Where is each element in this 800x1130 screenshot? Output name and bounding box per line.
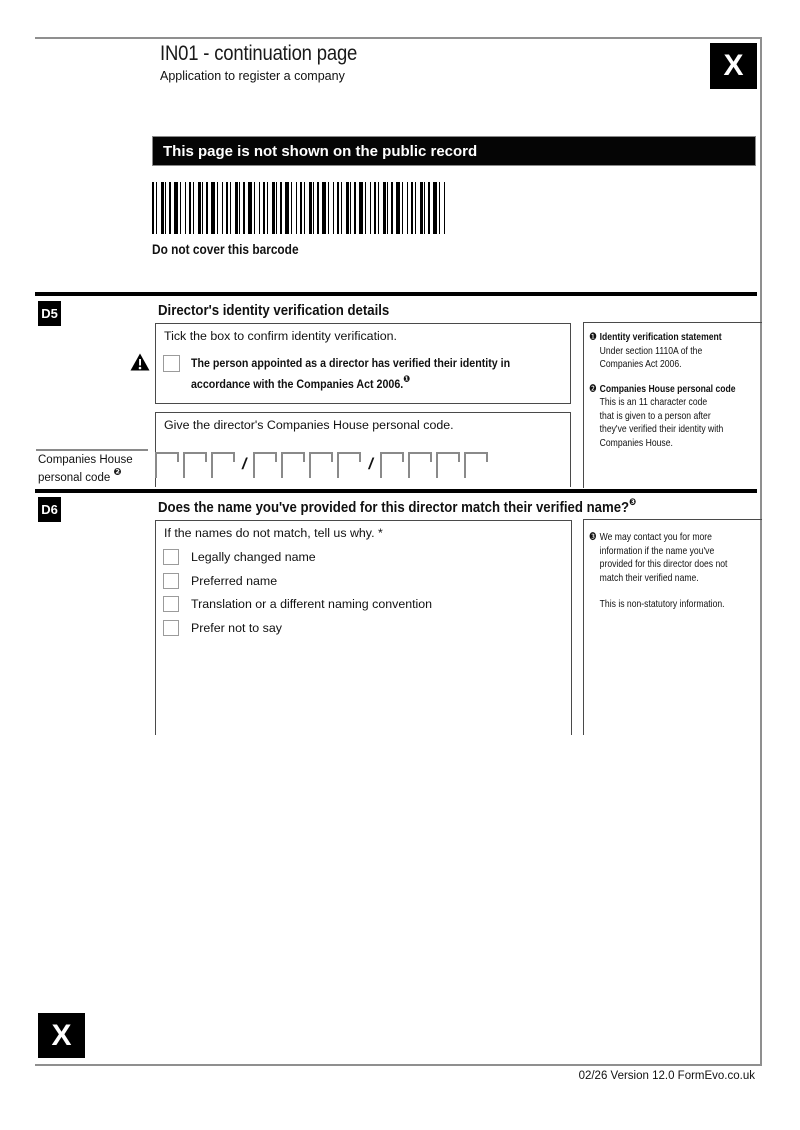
note-3-marker-icon: ❸ [589, 531, 597, 543]
note-line: they've verified their identity with [599, 423, 724, 435]
note-line: Companies House. [599, 436, 673, 449]
option-prefer-not-to-say [163, 620, 282, 636]
bottom-x-mark: X [38, 1013, 85, 1058]
d6-heading [158, 498, 636, 516]
option-preferred-name [163, 573, 277, 589]
section-rule-d6 [35, 489, 757, 493]
option-label: Legally changed name [191, 550, 316, 564]
form-title: IN01 - continuation page [160, 42, 358, 65]
section-tab-d6: D6 [38, 497, 61, 522]
option-label: Preferred name [191, 574, 278, 588]
identity-confirm-checkbox[interactable] [163, 355, 180, 372]
d6-instruction: If the names do not match, tell us why. * [164, 526, 383, 540]
d5-tick-instruction: Tick the box to confirm identity verification. [164, 329, 397, 343]
note-ref-3-icon: ❸ [629, 497, 637, 508]
code-cell[interactable] [464, 452, 488, 478]
d5-statement-line1: The person appointed as a director has verified their identity in [191, 356, 511, 370]
code-cell[interactable] [211, 452, 235, 478]
note-title: Identity verification statement [599, 331, 722, 343]
code-cell[interactable] [253, 452, 277, 478]
option-label: Translation or a different naming convention [191, 597, 433, 611]
option-checkbox[interactable] [163, 573, 179, 589]
code-label-line2: personal code [38, 471, 111, 484]
d6-notes [583, 519, 762, 735]
note-line: information if the name you've [599, 544, 715, 557]
note-1-marker-icon: ❶ [589, 331, 597, 343]
form-subtitle: Application to register a company [160, 69, 345, 83]
footer-version-text: 02/26 Version 12.0 FormEvo.co.uk [578, 1070, 755, 1082]
section-rule-d5 [35, 292, 757, 296]
note-2-marker-icon: ❷ [589, 382, 597, 395]
note-identity-verification [589, 331, 757, 372]
personal-code-input [155, 452, 492, 478]
note-title: Companies House personal code [599, 382, 736, 395]
corner-x-mark: X [710, 43, 757, 89]
note-line: We may contact you for more [599, 531, 712, 543]
note-ref-1-icon: ❶ [403, 374, 411, 385]
d5-notes [583, 322, 762, 488]
code-cell[interactable] [408, 452, 432, 478]
code-separator: / [242, 456, 247, 473]
option-translation [163, 596, 432, 612]
d5-statement-line2: accordance with the Companies Act 2006. [191, 377, 404, 392]
option-checkbox[interactable] [163, 620, 179, 636]
note-name-match [589, 531, 757, 612]
code-cell[interactable] [309, 452, 333, 478]
code-cell[interactable] [337, 452, 361, 478]
note-footnote: This is non-statutory information. [599, 598, 725, 610]
note-line: provided for this director does not [599, 558, 728, 570]
code-label-line1: Companies House [38, 454, 133, 466]
section-tab-d5: D5 [38, 301, 61, 326]
note-line: Companies Act 2006. [599, 358, 682, 370]
d5-heading: Director's identity verification details [158, 302, 390, 319]
barcode [152, 182, 446, 234]
code-cell[interactable] [183, 452, 207, 478]
d6-heading-text: Does the name you've provided for this director match their verified name? [158, 499, 630, 516]
code-label-rule [36, 449, 148, 451]
note-line: that is given to a person after [599, 409, 711, 422]
code-separator: / [368, 456, 373, 473]
d5-statement [191, 355, 510, 393]
warning-icon [130, 353, 150, 371]
code-cell[interactable] [380, 452, 404, 478]
option-checkbox[interactable] [163, 549, 179, 565]
option-legally-changed-name [163, 549, 316, 565]
d5-code-instruction: Give the director's Companies House personal code. [164, 418, 454, 432]
note-line: match their verified name. [599, 571, 699, 584]
code-cell[interactable] [436, 452, 460, 478]
code-cell[interactable] [281, 452, 305, 478]
note-personal-code [589, 383, 757, 451]
public-record-banner: This page is not shown on the public record [152, 136, 756, 166]
option-checkbox[interactable] [163, 596, 179, 612]
note-line: This is an 11 character code [599, 396, 708, 408]
barcode-caption: Do not cover this barcode [152, 242, 299, 257]
code-label [38, 454, 133, 485]
note-line: Under section 1110A of the [599, 344, 703, 357]
option-label: Prefer not to say [191, 621, 282, 635]
note-ref-2-icon: ❷ [113, 467, 122, 478]
code-cell[interactable] [155, 452, 179, 478]
